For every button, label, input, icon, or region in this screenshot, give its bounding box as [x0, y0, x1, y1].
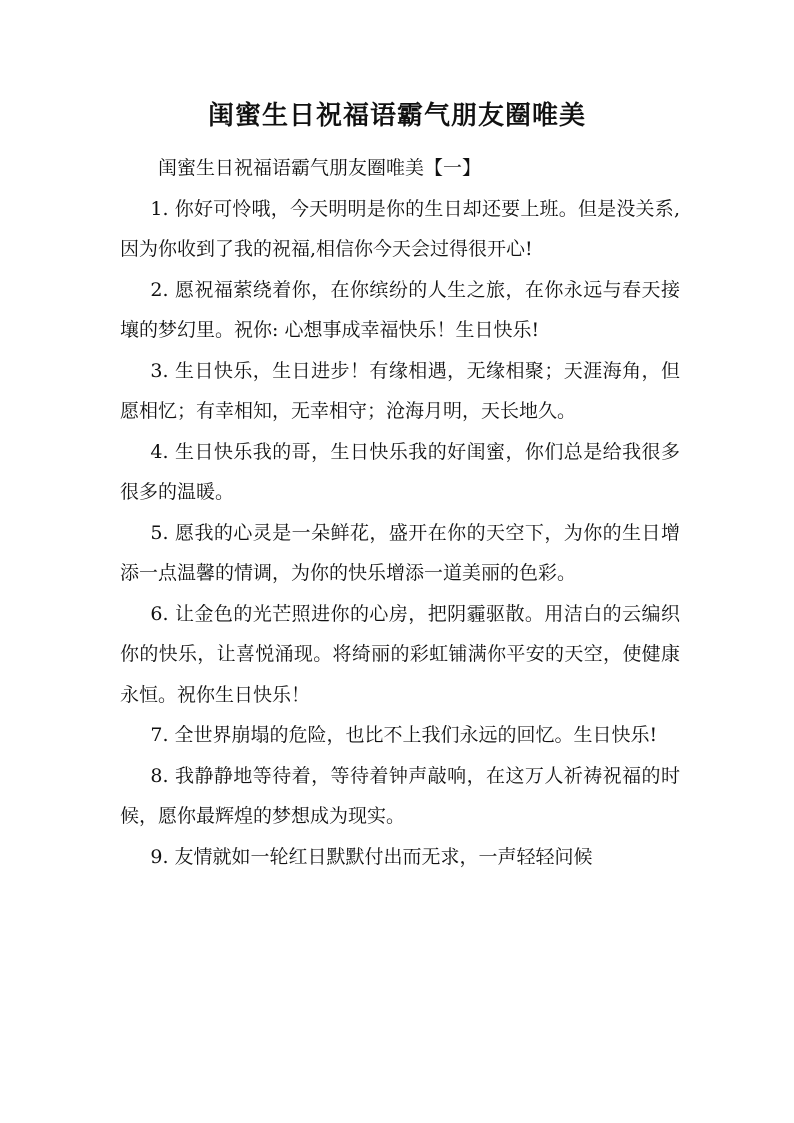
paragraph-2: 2. 愿祝福萦绕着你，在你缤纷的人生之旅，在你永远与春天接壤的梦幻里。祝你: 心想事成幸福快乐！生日快乐! [120, 278, 680, 341]
document-title: 闺蜜生日祝福语霸气朋友圈唯美 [207, 101, 586, 131]
paragraph-9: 9. 友情就如一轮红日默默付出而无求，一声轻轻问候 [150, 845, 593, 868]
section-heading: 闺蜜生日祝福语霸气朋友圈唯美【一】 [158, 157, 482, 179]
paragraph-3: 3. 生日快乐，生日进步！有缘相遇，无缘相聚；天涯海角，但愿相忆；有幸相知，无幸相守；沧海月明，天长地久。 [120, 359, 680, 422]
paragraph-6: 6. 让金色的光芒照进你的心房，把阴霾驱散。用洁白的云编织你的快乐，让喜悦涌现。将绮丽的彩虹铺满你平安的天空，使健康永恒。祝你生日快乐！ [120, 602, 680, 706]
paragraph-1: 1. 你好可怜哦，今天明明是你的生日却还要上班。但是没关系,因为你收到了我的祝福,相信你今天会过得很开心! [120, 197, 680, 260]
document-body [120, 148, 680, 877]
paragraph-4: 4. 生日快乐我的哥，生日快乐我的好闺蜜，你们总是给我很多很多的温暖。 [120, 440, 680, 503]
paragraph-5: 5. 愿我的心灵是一朵鲜花，盛开在你的天空下，为你的生日增添一点温馨的情调，为你的快乐增添一道美丽的色彩。 [120, 521, 680, 584]
paragraph-7: 7. 全世界崩塌的危险，也比不上我们永远的回忆。生日快乐! [150, 724, 658, 746]
paragraph-8: 8. 我静静地等待着，等待着钟声敲响，在这万人祈祷祝福的时候，愿你最辉煌的梦想成为现实。 [120, 764, 680, 827]
